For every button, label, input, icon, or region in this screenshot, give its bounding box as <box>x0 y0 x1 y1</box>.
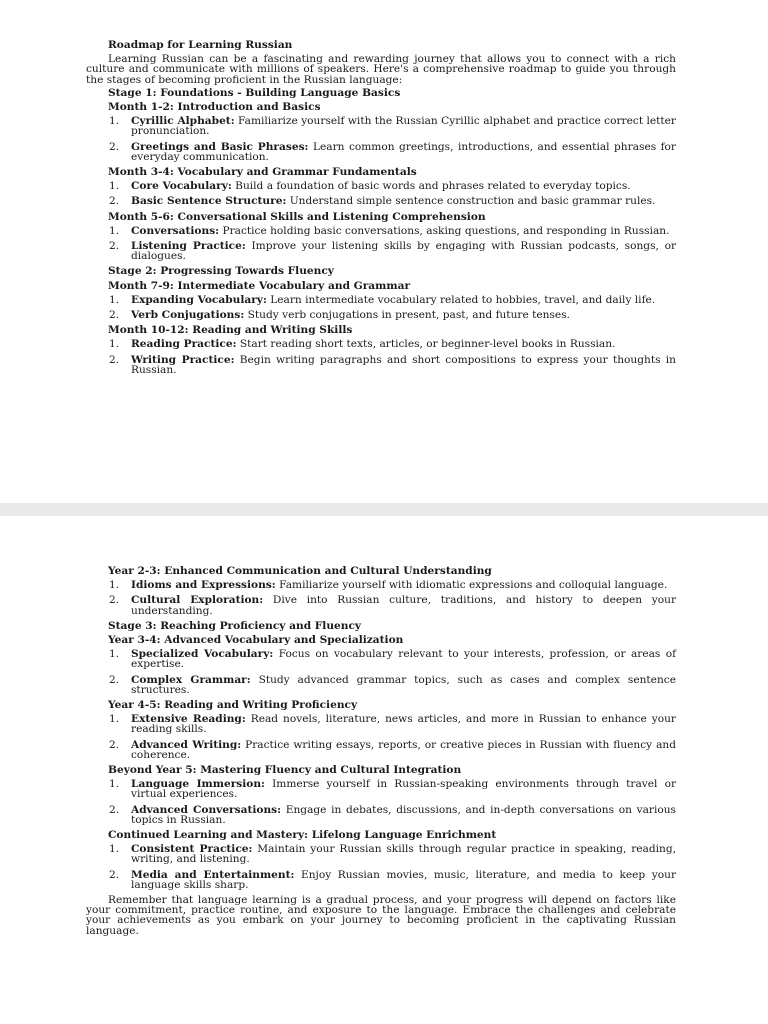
section-heading: Month 1-2: Introduction and Basics <box>108 101 321 114</box>
numbered-list <box>86 779 676 825</box>
list-item <box>86 310 676 320</box>
stage-heading: Stage 3: Reaching Proficiency and Fluency <box>108 619 362 632</box>
list-number: 2. <box>109 673 120 686</box>
item-term: Complex Grammar: <box>131 673 251 686</box>
item-term: Idioms and Expressions: <box>131 579 276 592</box>
item-text: Improve your listening skills by engaging with Russian podcasts, songs, or dialogues. <box>131 240 677 263</box>
item-text: Immerse yourself in Russian-speaking environments through travel or virtual experiences. <box>131 778 677 801</box>
item-text: Focus on vocabulary relevant to your interests, profession, or areas of expertise. <box>131 648 677 671</box>
page-2-content <box>86 563 676 936</box>
list-item <box>86 649 676 669</box>
item-term: Advanced Conversations: <box>131 803 282 816</box>
list-number: 2. <box>109 195 120 208</box>
item-text: Practice holding basic conversations, asking questions, and responding in Russian. <box>222 224 670 237</box>
list-number: 2. <box>109 594 120 607</box>
list-item <box>86 740 676 760</box>
item-text: Practice writing essays, reports, or creative pieces in Russian with fluency and coherence. <box>131 738 677 761</box>
list-item <box>86 196 676 206</box>
list-item <box>86 355 676 375</box>
item-text: Understand simple sentence construction and basic grammar rules. <box>289 195 656 208</box>
list-number: 1. <box>109 843 120 856</box>
numbered-list <box>86 295 676 320</box>
section-heading: Year 2-3: Enhanced Communication and Cultural Understanding <box>108 565 492 577</box>
list-number: 1. <box>109 293 120 306</box>
list-number: 2. <box>109 140 120 153</box>
item-term: Reading Practice: <box>131 338 237 351</box>
item-term: Cyrillic Alphabet: <box>131 115 235 128</box>
item-text: Engage in debates, discussions, and in-depth conversations on various topics in Russian. <box>131 803 676 826</box>
item-text: Study advanced grammar topics, such as cases and complex sentence structures. <box>131 673 676 696</box>
list-item <box>86 181 676 191</box>
section-heading: Continued Learning and Mastery: Lifelong Language Enrichment <box>108 829 497 842</box>
item-term: Advanced Writing: <box>131 738 242 751</box>
item-text: Maintain your Russian skills through regular practice in speaking, reading, writing, and listening. <box>131 843 676 866</box>
list-item <box>86 142 676 162</box>
list-number: 1. <box>109 713 120 726</box>
numbered-list <box>86 649 676 695</box>
item-term: Basic Sentence Structure: <box>131 195 287 208</box>
list-number: 2. <box>109 803 120 816</box>
item-text: Start reading short texts, articles, or beginner-level books in Russian. <box>239 338 616 351</box>
numbered-list <box>86 181 676 206</box>
item-term: Core Vocabulary: <box>131 180 232 193</box>
list-item <box>86 295 676 305</box>
list-item <box>86 779 676 799</box>
list-item <box>86 580 676 590</box>
item-term: Expanding Vocabulary: <box>131 293 267 306</box>
list-number: 2. <box>109 868 120 881</box>
section-heading: Year 3-4: Advanced Vocabulary and Specialization <box>108 634 404 647</box>
item-text: Familiarize yourself with the Russian Cyrillic alphabet and practice correct letter pronunciation. <box>131 115 676 138</box>
list-number: 2. <box>109 738 120 751</box>
page-1-content <box>86 40 676 380</box>
list-number: 1. <box>109 338 120 351</box>
item-term: Cultural Exploration: <box>131 594 264 607</box>
section-heading: Year 4-5: Reading and Writing Proficiency <box>108 699 358 712</box>
list-item <box>86 116 676 136</box>
list-item <box>86 241 676 261</box>
item-term: Writing Practice: <box>131 353 235 366</box>
list-item <box>86 226 676 236</box>
numbered-list <box>86 116 676 162</box>
item-term: Specialized Vocabulary: <box>131 648 274 661</box>
item-text: Build a foundation of basic words and phrases related to everyday topics. <box>235 180 631 193</box>
intro-paragraph: Learning Russian can be a fascinating and rewarding journey that allows you to connect with a rich culture and communicate with millions of speakers. Here's a comprehensive roadmap to guide you through the stages of becoming proficient in the Russian language: <box>86 53 676 86</box>
list-item <box>86 805 676 825</box>
list-number: 1. <box>109 648 120 661</box>
numbered-list <box>86 714 676 760</box>
stage-heading: Stage 2: Progressing Towards Fluency <box>108 265 334 278</box>
list-item <box>86 714 676 734</box>
item-term: Listening Practice: <box>131 240 246 253</box>
section-heading: Month 5-6: Conversational Skills and Listening Comprehension <box>108 210 486 223</box>
item-text: Read novels, literature, news articles, and more in Russian to enhance your reading skills. <box>131 713 676 736</box>
item-term: Conversations: <box>131 224 220 237</box>
list-item <box>86 844 676 864</box>
list-number: 2. <box>109 353 120 366</box>
list-number: 1. <box>109 224 120 237</box>
numbered-list <box>86 844 676 890</box>
item-term: Greetings and Basic Phrases: <box>131 140 309 153</box>
list-item <box>86 870 676 890</box>
list-number: 2. <box>109 309 120 322</box>
list-item <box>86 675 676 695</box>
section-heading: Month 7-9: Intermediate Vocabulary and Grammar <box>108 279 411 292</box>
document-title: Roadmap for Learning Russian <box>108 39 293 51</box>
item-term: Consistent Practice: <box>131 843 253 856</box>
list-number: 2. <box>109 240 120 253</box>
numbered-list <box>86 339 676 375</box>
item-term: Extensive Reading: <box>131 713 246 726</box>
list-item <box>86 595 676 615</box>
section-heading: Month 3-4: Vocabulary and Grammar Fundamentals <box>108 166 417 179</box>
list-number: 1. <box>109 579 120 592</box>
list-number: 1. <box>109 778 120 791</box>
item-term: Language Immersion: <box>131 778 265 791</box>
list-number: 1. <box>109 180 120 193</box>
numbered-list <box>86 580 676 616</box>
item-term: Verb Conjugations: <box>131 309 245 322</box>
closing-paragraph: Remember that language learning is a gradual process, and your progress will depend on factors like your commitment, practice routine, and exposure to the language. Embrace the challenges and celebrate your achievements as you embark on your journey to becoming proficient in the captivating Russian language. <box>86 894 676 937</box>
section-heading: Month 10-12: Reading and Writing Skills <box>108 324 353 337</box>
item-text: Enjoy Russian movies, music, literature, and media to keep your language skills sharp. <box>131 868 677 891</box>
section-heading: Beyond Year 5: Mastering Fluency and Cultural Integration <box>108 764 462 777</box>
item-text: Begin writing paragraphs and short compositions to express your thoughts in Russian. <box>131 353 677 376</box>
numbered-list <box>86 226 676 262</box>
list-item <box>86 339 676 349</box>
item-text: Familiarize yourself with idiomatic expressions and colloquial language. <box>279 579 668 592</box>
list-number: 1. <box>109 115 120 128</box>
item-text: Learn common greetings, introductions, and essential phrases for everyday communication. <box>131 140 676 163</box>
item-text: Dive into Russian culture, traditions, and history to deepen your understanding. <box>131 594 677 617</box>
item-text: Learn intermediate vocabulary related to hobbies, travel, and daily life. <box>270 293 656 306</box>
stage-heading: Stage 1: Foundations - Building Language Basics <box>108 86 401 99</box>
item-term: Media and Entertainment: <box>131 868 295 881</box>
item-text: Study verb conjugations in present, past, and future tenses. <box>247 309 570 322</box>
